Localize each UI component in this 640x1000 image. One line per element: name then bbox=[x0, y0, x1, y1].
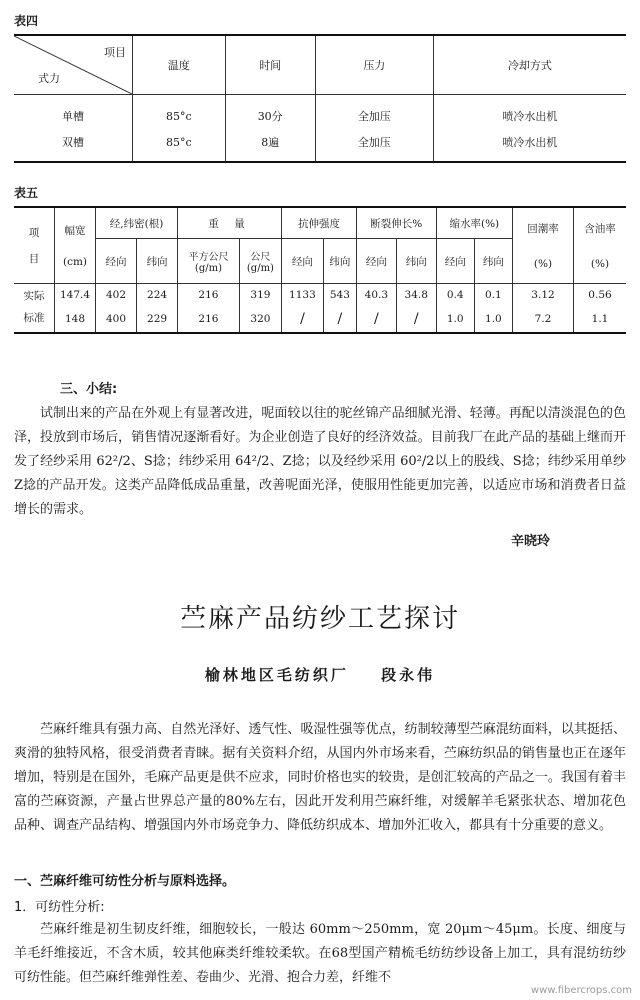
oil-header bbox=[574, 207, 627, 284]
shrinkage-header: 缩水率(%) bbox=[436, 207, 512, 239]
weight-header: 重 量 bbox=[178, 207, 282, 239]
cell: 8遍 bbox=[225, 129, 315, 162]
corner-top-label: 项目 bbox=[104, 46, 126, 59]
article-byline bbox=[0, 664, 640, 685]
cell: 224 bbox=[137, 284, 178, 307]
row-name: 双槽 bbox=[62, 136, 84, 149]
cell: 40.3 bbox=[356, 284, 396, 307]
table4-header: 冷却方式 bbox=[433, 35, 626, 95]
tensile-weft: 纬向 bbox=[323, 239, 356, 284]
oil-unit: (%) bbox=[590, 258, 610, 270]
section3-heading: 三、小结: bbox=[60, 382, 118, 397]
cell: 0.56 bbox=[574, 284, 627, 307]
table4-header: 温度 bbox=[133, 35, 226, 95]
article-title: 苎麻产品纺纱工艺探讨 bbox=[179, 604, 460, 634]
section3-paragraph: 试制出来的产品在外观上有显著改进，呢面较以往的驼丝锦产品细腻光滑、轻薄。再配以清淡混色的色泽，投放到市场后，销售情况逐渐看好。为企业创造了良好的经济效益。目前我厂在此产品的基础上继而开发了经纱采用 62²/2、S捻；纬纱采用 64²/2、Z捻；以及经纱采用 60²/2以上的股线、S捻；纬纱采用单纱Z捻的产品开发。这类产品降低成品重量，改善呢面光泽，使服用性能更加完善，以适应市场和消费者日益增长的需求。 bbox=[14, 406, 626, 517]
cell: 1133 bbox=[282, 284, 324, 307]
oil-label: 含油率 bbox=[584, 223, 616, 235]
cell: 400 bbox=[96, 306, 137, 333]
cell: 320 bbox=[239, 306, 281, 333]
elong-warp: 经向 bbox=[356, 239, 396, 284]
table5 bbox=[14, 206, 626, 334]
weight-m: 公尺 (g/m) bbox=[239, 239, 281, 284]
density-header: 经,纬密(根) bbox=[96, 207, 178, 239]
cell: 3.12 bbox=[513, 284, 574, 307]
cell: 85°c bbox=[133, 95, 226, 130]
cell: 147.4 bbox=[55, 284, 96, 307]
density-weft: 纬向 bbox=[137, 239, 178, 284]
tensile-header: 抗伸强度 bbox=[282, 207, 357, 239]
regain-unit: (%) bbox=[533, 258, 553, 270]
row-name: 单槽 bbox=[62, 110, 84, 123]
elong-weft: 纬向 bbox=[396, 239, 436, 284]
table-row bbox=[14, 129, 626, 162]
cell: / bbox=[282, 306, 324, 333]
table5-caption: 表五 bbox=[14, 186, 39, 200]
shrink-warp: 经向 bbox=[436, 239, 474, 284]
table4-corner-cell bbox=[14, 35, 133, 95]
regain-label: 回潮率 bbox=[527, 223, 559, 235]
cell: 全加压 bbox=[315, 129, 433, 162]
weight-sqm: 平方公尺 (g/m) bbox=[178, 239, 240, 284]
table4-header: 压力 bbox=[315, 35, 433, 95]
col-width-label: 幅宽 bbox=[64, 225, 86, 237]
table-row bbox=[14, 95, 626, 130]
cell: 216 bbox=[178, 306, 240, 333]
table-row bbox=[14, 306, 626, 333]
cell: 402 bbox=[96, 284, 137, 307]
cell: 喷冷水出机 bbox=[433, 129, 626, 162]
corner-bottom-label: 式力 bbox=[38, 72, 60, 85]
table4-caption: 表四 bbox=[14, 14, 39, 28]
tensile-warp: 经向 bbox=[282, 239, 324, 284]
cell: 216 bbox=[178, 284, 240, 307]
col-width-unit: (cm) bbox=[62, 256, 88, 268]
article-section1: 一、苎麻纤维可纺性分析与原料选择。 bbox=[14, 874, 236, 889]
cell: 543 bbox=[323, 284, 356, 307]
cell: 229 bbox=[137, 306, 178, 333]
cell: 148 bbox=[55, 306, 96, 333]
cell: 0.1 bbox=[474, 284, 512, 307]
article-subsection1: 1．可纺性分析: bbox=[14, 900, 105, 915]
article-body: 苎麻纤维是初生韧皮纤维，细胞较长，一般达 60mm～250mm，宽 20μm～45μm。长度、细度与羊毛纤维接近，不含木质，较其他麻类纤维较柔软。在68型国产精梳毛纺纺纱设备上加工，具有混纺纺纱可纺性能。但苎麻纤维弹性差、卷曲少、光滑、抱合力差，纤维不 bbox=[14, 922, 626, 985]
col-width-header bbox=[55, 207, 96, 284]
cell: 全加压 bbox=[315, 95, 433, 130]
cell: 0.4 bbox=[436, 284, 474, 307]
density-warp: 经向 bbox=[96, 239, 137, 284]
cell: 7.2 bbox=[513, 306, 574, 333]
cell: / bbox=[323, 306, 356, 333]
row-name: 标准 bbox=[14, 306, 55, 333]
col-item: 项 目 bbox=[14, 207, 55, 284]
row-name: 实际 bbox=[14, 284, 55, 307]
cell: 1.0 bbox=[474, 306, 512, 333]
table4 bbox=[14, 34, 626, 163]
shrink-weft: 纬向 bbox=[474, 239, 512, 284]
cell: 34.8 bbox=[396, 284, 436, 307]
cell: 喷冷水出机 bbox=[433, 95, 626, 130]
table-row bbox=[14, 284, 626, 307]
section3-author: 辛晓玲 bbox=[510, 534, 550, 549]
article-author: 段永伟 bbox=[381, 666, 436, 684]
regain-header bbox=[513, 207, 574, 284]
cell: 1.0 bbox=[436, 306, 474, 333]
cell: / bbox=[356, 306, 396, 333]
cell: 85°c bbox=[133, 129, 226, 162]
table4-header: 时间 bbox=[225, 35, 315, 95]
elongation-header: 断裂伸长% bbox=[356, 207, 436, 239]
article-intro: 苎麻纤维具有强力高、自然光泽好、透气性、吸湿性强等优点，纺制较薄型苎麻混纺面料，以其挺括、爽滑的独特风格，很受消费者青睐。据有关资料介绍，从国内外市场来看，苎麻纺织品的销售量也正在逐年增加，特别是在国外，毛麻产品更是供不应求，同时价格也实的较贵，是创汇较高的产品之一。我国有着丰富的苎麻资源，产量占世界总产量的80%左右，因此开发利用苎麻纤维，对缓解羊毛紧张状态、增加花色品种、调查产品结构、增强国内外市场竞争力、降低纺织成本、增加外汇收入，都具有十分重要的意义。 bbox=[14, 722, 626, 833]
cell: / bbox=[396, 306, 436, 333]
cell: 1.1 bbox=[574, 306, 627, 333]
watermark: www.fibercrops.com bbox=[530, 985, 632, 996]
cell: 30分 bbox=[225, 95, 315, 130]
article-org: 榆林地区毛纺织厂 bbox=[204, 666, 349, 684]
cell: 319 bbox=[239, 284, 281, 307]
